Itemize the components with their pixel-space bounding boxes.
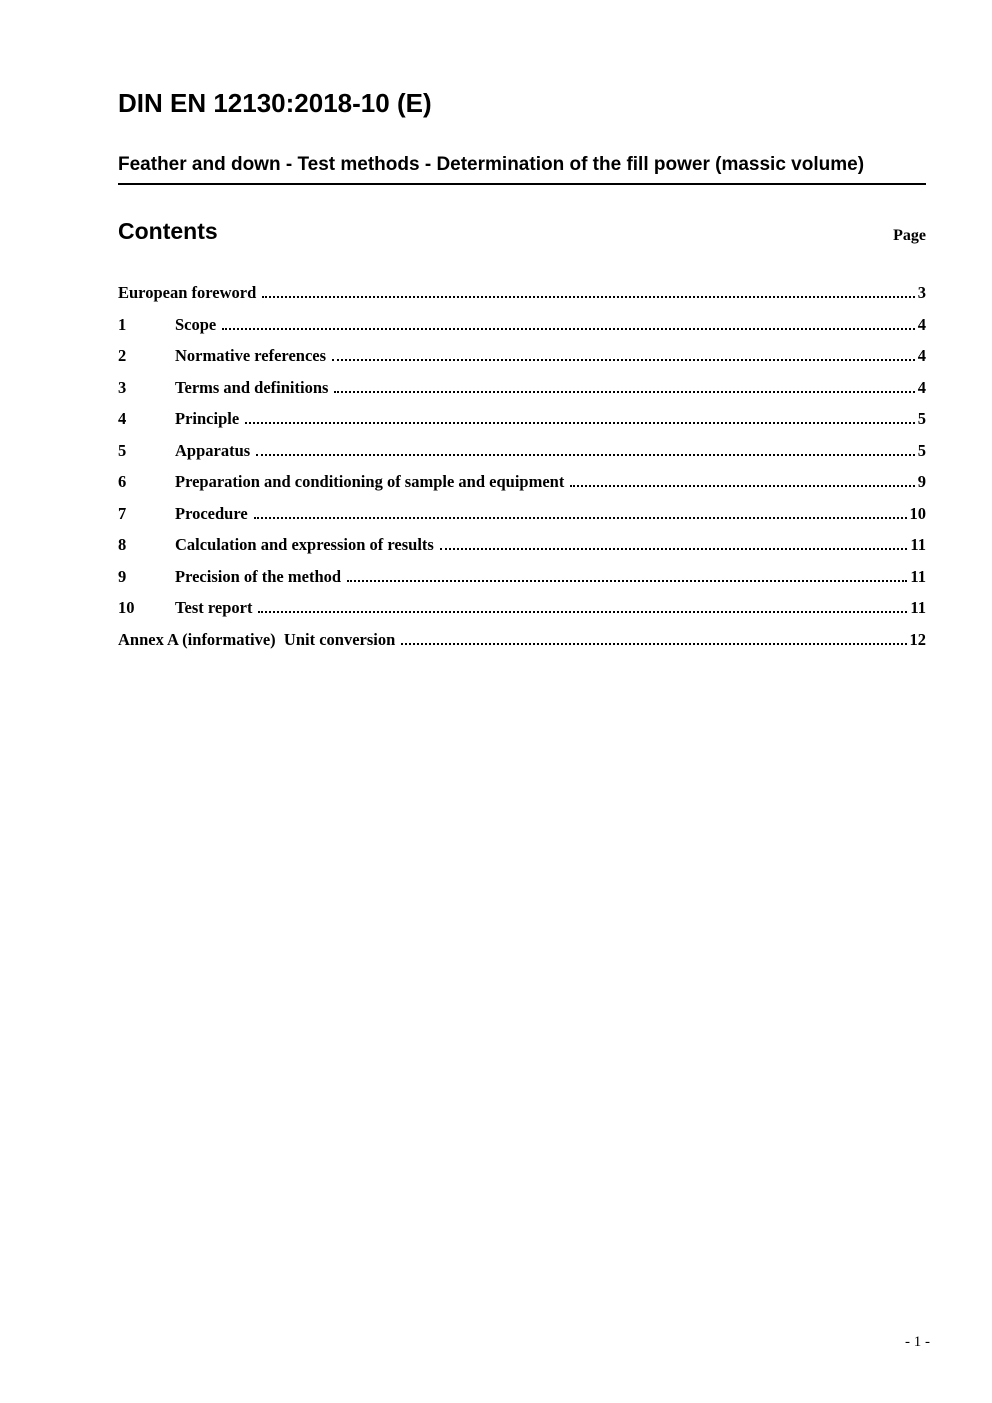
toc-entry: [118, 283, 926, 302]
toc-entry-title: Preparation and conditioning of sample and equipment: [175, 472, 565, 491]
toc-dot-leader: [332, 359, 915, 361]
toc-entry-page: 11: [910, 598, 926, 617]
document-title: Feather and down - Test methods - Determination of the fill power (massic volume): [118, 154, 865, 175]
toc-entry-number: 5: [118, 440, 127, 460]
toc-entry-title: Test report: [175, 598, 253, 617]
toc-entry-page: 4: [917, 346, 926, 365]
document-code: DIN EN 12130:2018-10 (E): [118, 88, 432, 118]
toc-entry-number: 9: [118, 566, 127, 586]
page-number-footer: - 1 -: [905, 1334, 930, 1350]
toc-dot-leader: [262, 296, 914, 298]
toc-entry-number: 7: [118, 503, 127, 523]
toc-entry-number: 10: [118, 598, 135, 617]
contents-heading: Contents: [118, 218, 218, 244]
toc-entry-title: Principle: [175, 409, 240, 428]
toc-entry-number: 1: [118, 314, 127, 334]
toc-entry: [118, 441, 926, 460]
toc-dot-leader: [440, 548, 908, 550]
toc-entry: [118, 315, 926, 334]
toc-entry-number: 2: [118, 346, 127, 365]
toc-entry-number: 6: [118, 472, 127, 491]
toc-entry: [118, 535, 926, 554]
toc-entry-title: Annex A (informative) Unit conversion: [118, 629, 396, 649]
toc-entry: [118, 598, 926, 617]
toc-entry-title: Procedure: [175, 503, 248, 523]
toc-entry-page: 4: [917, 314, 926, 334]
toc-entry-title: Scope: [175, 314, 217, 334]
toc-entry-page: 12: [909, 629, 926, 649]
toc-entry: [118, 378, 926, 397]
page-column-label: Page: [893, 227, 926, 244]
toc-dot-leader: [245, 422, 915, 424]
toc-entry-number: 8: [118, 535, 127, 554]
toc-dot-leader: [256, 454, 915, 456]
toc-dot-leader: [401, 643, 906, 645]
toc-entry-page: 4: [917, 377, 926, 397]
toc-entry-page: 5: [917, 440, 926, 460]
contents-header-row: [118, 218, 926, 245]
toc-entry-page: 9: [917, 472, 926, 491]
table-of-contents: [118, 283, 926, 649]
toc-dot-leader: [222, 328, 915, 330]
toc-entry: [118, 504, 926, 523]
toc-dot-leader: [254, 517, 907, 519]
toc-entry-title: Normative references: [175, 346, 327, 365]
toc-entry-title: Calculation and expression of results: [175, 535, 434, 554]
toc-entry-page: 5: [917, 409, 926, 428]
toc-entry: [118, 409, 926, 428]
toc-entry-title: Precision of the method: [175, 566, 342, 586]
toc-entry-title: Apparatus: [175, 440, 251, 460]
toc-entry-number: 4: [118, 409, 127, 428]
toc-dot-leader: [334, 391, 914, 393]
toc-entry-page: 11: [910, 566, 926, 586]
document-title-block: [118, 154, 926, 185]
toc-dot-leader: [258, 611, 907, 613]
toc-entry: [118, 472, 926, 491]
toc-entry-title: European foreword: [118, 283, 257, 302]
toc-entry: [118, 346, 926, 365]
toc-entry-page: 11: [910, 535, 926, 554]
toc-entry: [118, 567, 926, 586]
toc-dot-leader: [570, 485, 914, 487]
toc-entry-page: 3: [917, 283, 926, 302]
toc-entry-title: Terms and definitions: [175, 377, 329, 397]
toc-entry-page: 10: [909, 503, 926, 523]
toc-entry-number: 3: [118, 377, 127, 397]
toc-dot-leader: [347, 580, 907, 582]
toc-entry: [118, 630, 926, 649]
